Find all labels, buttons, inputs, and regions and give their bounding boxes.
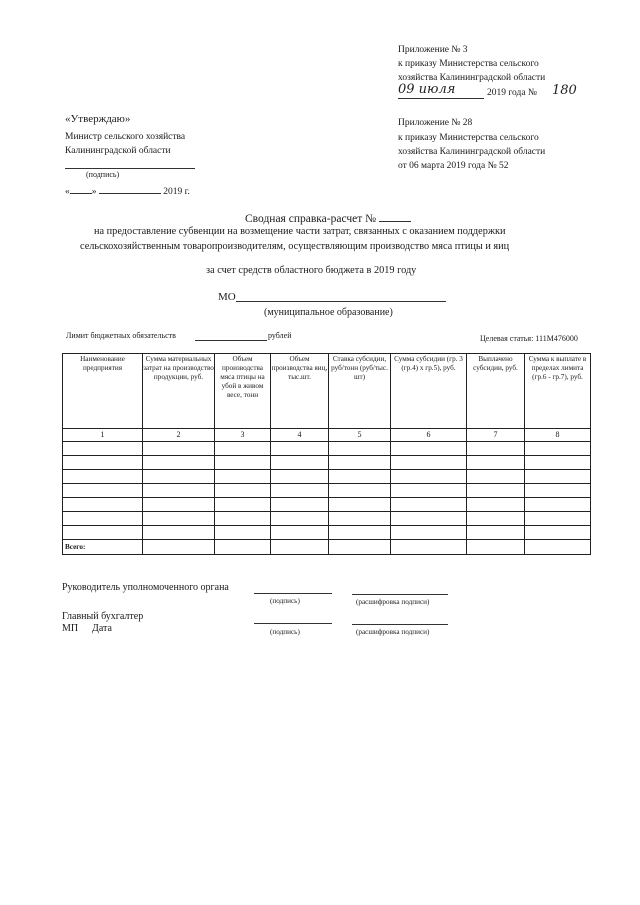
limits-label: Лимит бюджетных обязательств — [66, 331, 176, 340]
column-number: 2 — [143, 429, 215, 442]
head-sign-line — [254, 593, 332, 594]
table-cell — [271, 456, 329, 470]
table-cell — [63, 526, 143, 540]
column-number: 4 — [271, 429, 329, 442]
appendix28-line3: от 06 марта 2019 года № 52 — [398, 161, 509, 171]
table-cell — [215, 470, 271, 484]
heading-line2: сельскохозяйственным товаропроизводителям, осуществляющим производство мяса птицы и яиц — [80, 241, 510, 252]
appendix28-line2: хозяйства Калининградской области — [398, 147, 546, 157]
table-cell — [271, 484, 329, 498]
column-number: 6 — [391, 429, 467, 442]
accountant-sign-caption: (подпись) — [270, 628, 300, 636]
head-sign-caption: (подпись) — [270, 597, 300, 605]
approve-signature-caption: (подпись) — [86, 170, 120, 179]
document-title — [245, 209, 411, 226]
table-cell — [63, 512, 143, 526]
approve-date-year: 2019 г. — [163, 187, 190, 197]
head-signature-label: Руководитель уполномоченного органа — [62, 582, 229, 593]
head-decode-caption: (расшифровка подписи) — [356, 598, 430, 606]
table-cell — [467, 456, 525, 470]
approve-title: «Утверждаю» — [65, 113, 131, 125]
table-cell — [63, 498, 143, 512]
table-cell — [467, 470, 525, 484]
table-row — [63, 470, 591, 484]
table-cell — [467, 526, 525, 540]
table-cell — [215, 512, 271, 526]
approve-signature-line — [65, 168, 195, 169]
table-cell — [467, 484, 525, 498]
table-cell — [525, 456, 591, 470]
heading-line3: за счет средств областного бюджета в 2019 году — [206, 265, 417, 276]
table-number-row — [63, 429, 591, 442]
table-cell — [63, 456, 143, 470]
table-cell — [525, 442, 591, 456]
table-cell — [329, 540, 391, 555]
table-cell — [525, 498, 591, 512]
table-row — [63, 484, 591, 498]
table-cell — [525, 512, 591, 526]
limits-unit: рублей — [268, 331, 292, 340]
table-row — [63, 456, 591, 470]
header-material-costs: Сумма материальных затрат на производство продукции, руб. — [143, 354, 215, 429]
table-cell — [467, 498, 525, 512]
mo-caption: (муниципальное образование) — [264, 307, 393, 318]
table-cell — [271, 526, 329, 540]
table-cell — [143, 540, 215, 555]
table-cell — [215, 442, 271, 456]
table-cell — [467, 442, 525, 456]
table-cell — [391, 526, 467, 540]
column-number: 1 — [63, 429, 143, 442]
approve-month-blank — [99, 182, 161, 194]
table-cell — [525, 470, 591, 484]
table-cell — [525, 526, 591, 540]
appendix3-number-handwritten: 180 — [552, 83, 577, 98]
table-cell — [143, 456, 215, 470]
appendix3-line2: хозяйства Калининградской области — [398, 73, 546, 83]
header-amount-to-pay: Сумма к выплате в пределах лимита (гр.6 - гр.7), руб. — [525, 354, 591, 429]
subsidy-table — [62, 353, 591, 555]
approve-day-blank — [70, 182, 92, 194]
accountant-label: Главный бухгалтер — [62, 611, 144, 622]
table-cell — [143, 498, 215, 512]
accountant-sign-line — [254, 623, 332, 624]
table-cell — [329, 442, 391, 456]
table-cell — [525, 540, 591, 555]
table-cell — [63, 470, 143, 484]
table-cell — [215, 526, 271, 540]
mo-label: МО — [218, 291, 236, 303]
column-number: 8 — [525, 429, 591, 442]
target-article: Целевая статья: 111М476000 — [480, 334, 578, 343]
header-enterprise-name: Наименование предприятия — [63, 354, 143, 429]
heading-line1: на предоставление субвенции на возмещение части затрат, связанных с оказанием поддержки — [94, 226, 506, 237]
appendix3-date-handwritten: 09 июля — [398, 82, 456, 97]
table-cell — [215, 484, 271, 498]
mp-label: МП — [62, 623, 79, 634]
appendix28-line1: к приказу Министерства сельского — [398, 133, 539, 143]
table-cell — [271, 442, 329, 456]
table-cell — [63, 442, 143, 456]
column-number: 5 — [329, 429, 391, 442]
table-cell — [215, 498, 271, 512]
total-label: Всего: — [63, 540, 143, 555]
approve-date-open-quote: « — [65, 187, 70, 197]
table-cell — [271, 498, 329, 512]
table-cell — [329, 526, 391, 540]
accountant-decode-caption: (расшифровка подписи) — [356, 628, 430, 636]
approve-line1: Министр сельского хозяйства — [65, 132, 186, 142]
table-total-row — [63, 540, 591, 555]
appendix3-line1: к приказу Министерства сельского — [398, 59, 539, 69]
table-row — [63, 512, 591, 526]
header-subsidy-rate: Ставка субсидии, руб/тонн (руб/тыс. шт) — [329, 354, 391, 429]
table-cell — [391, 456, 467, 470]
appendix3-date-underline — [398, 98, 484, 99]
appendix3-date-printed: 2019 года № — [487, 88, 538, 98]
accountant-decode-line — [352, 624, 448, 625]
table-cell — [271, 540, 329, 555]
table-cell — [467, 540, 525, 555]
table-cell — [271, 512, 329, 526]
limits-line — [195, 340, 267, 341]
table-cell — [467, 512, 525, 526]
table-cell — [143, 442, 215, 456]
table-row — [63, 442, 591, 456]
column-number: 3 — [215, 429, 271, 442]
mo-line — [236, 301, 446, 302]
table-cell — [143, 512, 215, 526]
table-cell — [63, 484, 143, 498]
table-cell — [329, 484, 391, 498]
table-cell — [143, 526, 215, 540]
head-decode-line — [352, 594, 448, 595]
table-cell — [215, 456, 271, 470]
table-cell — [215, 540, 271, 555]
table-cell — [391, 442, 467, 456]
approve-date-close-quote: » — [91, 187, 97, 197]
document-title-text: Сводная справка-расчет № — [245, 213, 377, 225]
table-cell — [391, 540, 467, 555]
table-cell — [391, 512, 467, 526]
approve-date — [65, 182, 190, 199]
table-row — [63, 526, 591, 540]
table-cell — [329, 456, 391, 470]
table-cell — [391, 498, 467, 512]
header-subsidy-amount: Сумма субсидии (гр. 3 (гр.4) х гр.5), руб. — [391, 354, 467, 429]
table-cell — [329, 512, 391, 526]
table-cell — [329, 470, 391, 484]
table-cell — [271, 470, 329, 484]
table-cell — [391, 484, 467, 498]
approve-line2: Калининградской области — [65, 146, 171, 156]
date-label: Дата — [92, 623, 112, 634]
column-number: 7 — [467, 429, 525, 442]
appendix28-title: Приложение № 28 — [398, 118, 473, 128]
document-number-blank — [379, 209, 411, 222]
appendix3-title: Приложение № 3 — [398, 45, 468, 55]
table-cell — [143, 484, 215, 498]
header-poultry-volume: Объем производства мяса птицы на убой в живом весе, тонн — [215, 354, 271, 429]
table-cell — [525, 484, 591, 498]
header-egg-volume: Объем производства яиц, тыс.шт. — [271, 354, 329, 429]
table-header-row — [63, 354, 591, 429]
table-row — [63, 498, 591, 512]
table-cell — [329, 498, 391, 512]
table-cell — [143, 470, 215, 484]
header-paid-subsidy: Выплачено субсидии, руб. — [467, 354, 525, 429]
table-cell — [391, 470, 467, 484]
